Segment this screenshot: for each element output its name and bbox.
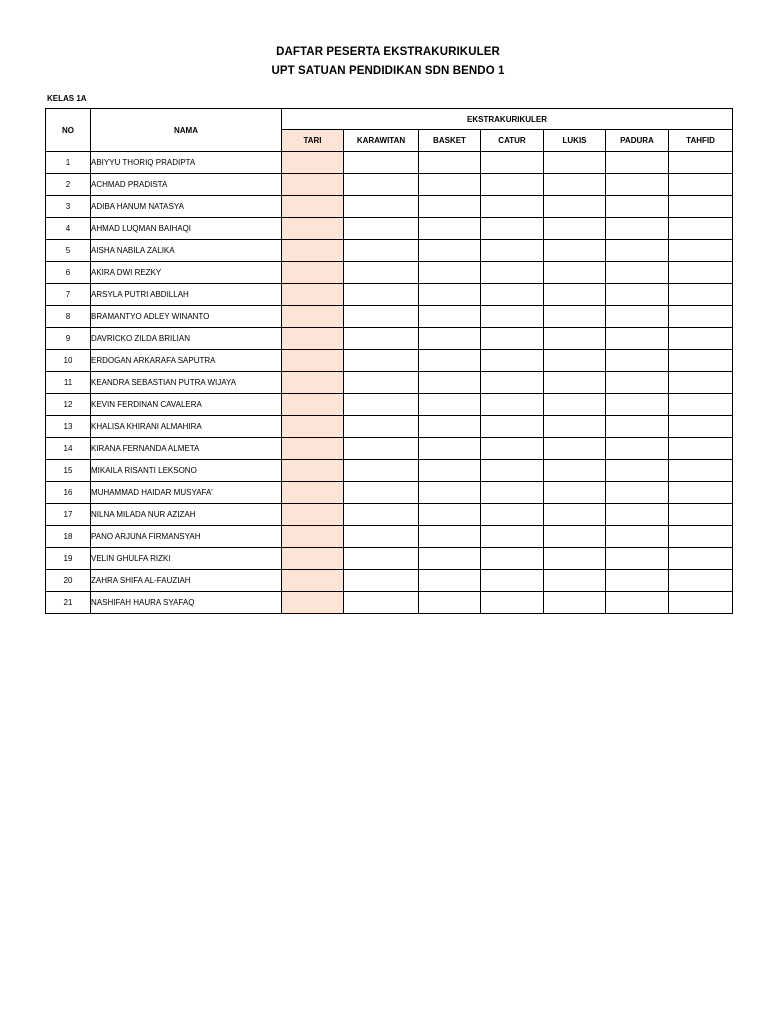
row-number: 11: [46, 372, 91, 394]
cell-karawitan[interactable]: [344, 416, 419, 438]
cell-tari[interactable]: [282, 372, 344, 394]
cell-lukis[interactable]: [544, 284, 606, 306]
cell-padura[interactable]: [606, 262, 669, 284]
cell-karawitan[interactable]: [344, 196, 419, 218]
row-number: 2: [46, 174, 91, 196]
student-name: ARSYLA PUTRI ABDILLAH: [91, 284, 282, 306]
cell-karawitan[interactable]: [344, 284, 419, 306]
row-number: 9: [46, 328, 91, 350]
cell-catur[interactable]: [481, 548, 544, 570]
student-name: ACHMAD PRADISTA: [91, 174, 282, 196]
cell-lukis[interactable]: [544, 240, 606, 262]
cell-padura[interactable]: [606, 218, 669, 240]
table-row: [46, 592, 733, 614]
cell-tahfid[interactable]: [669, 218, 733, 240]
cell-lukis[interactable]: [544, 196, 606, 218]
cell-basket[interactable]: [419, 218, 481, 240]
cell-lukis[interactable]: [544, 328, 606, 350]
cell-tahfid[interactable]: [669, 306, 733, 328]
cell-lukis[interactable]: [544, 174, 606, 196]
cell-lukis[interactable]: [544, 548, 606, 570]
cell-tari[interactable]: [282, 284, 344, 306]
table-row: [46, 570, 733, 592]
student-name: ABIYYU THORIQ PRADIPTA: [91, 152, 282, 174]
cell-tahfid[interactable]: [669, 482, 733, 504]
table-row: [46, 218, 733, 240]
column-header-karawitan: KARAWITAN: [344, 130, 419, 152]
cell-lukis[interactable]: [544, 460, 606, 482]
student-name: AISHA NABILA ZALIKA: [91, 240, 282, 262]
cell-catur[interactable]: [481, 284, 544, 306]
cell-padura[interactable]: [606, 284, 669, 306]
student-name: ERDOGAN ARKARAFA SAPUTRA: [91, 350, 282, 372]
cell-tahfid[interactable]: [669, 262, 733, 284]
table-row: [46, 482, 733, 504]
cell-tahfid[interactable]: [669, 460, 733, 482]
row-number: 8: [46, 306, 91, 328]
student-name: BRAMANTYO ADLEY WINANTO: [91, 306, 282, 328]
cell-catur[interactable]: [481, 306, 544, 328]
cell-catur[interactable]: [481, 328, 544, 350]
cell-tahfid[interactable]: [669, 284, 733, 306]
cell-basket[interactable]: [419, 460, 481, 482]
cell-karawitan[interactable]: [344, 328, 419, 350]
row-number: 19: [46, 548, 91, 570]
cell-lukis[interactable]: [544, 482, 606, 504]
cell-tari[interactable]: [282, 416, 344, 438]
student-name: KEANDRA SEBASTIAN PUTRA WIJAYA: [91, 372, 282, 394]
cell-tahfid[interactable]: [669, 240, 733, 262]
cell-catur[interactable]: [481, 218, 544, 240]
student-name: VELIN GHULFA RIZKI: [91, 548, 282, 570]
cell-basket[interactable]: [419, 438, 481, 460]
cell-catur[interactable]: [481, 416, 544, 438]
column-header-nama: NAMA: [91, 109, 282, 152]
cell-tahfid[interactable]: [669, 372, 733, 394]
cell-karawitan[interactable]: [344, 240, 419, 262]
cell-padura[interactable]: [606, 548, 669, 570]
cell-padura[interactable]: [606, 482, 669, 504]
cell-lukis[interactable]: [544, 152, 606, 174]
row-number: 12: [46, 394, 91, 416]
cell-basket[interactable]: [419, 372, 481, 394]
row-number: 20: [46, 570, 91, 592]
cell-tari[interactable]: [282, 504, 344, 526]
cell-catur[interactable]: [481, 350, 544, 372]
student-name: AKIRA DWI REZKY: [91, 262, 282, 284]
cell-basket[interactable]: [419, 416, 481, 438]
cell-padura[interactable]: [606, 152, 669, 174]
cell-basket[interactable]: [419, 262, 481, 284]
cell-basket[interactable]: [419, 306, 481, 328]
cell-karawitan[interactable]: [344, 350, 419, 372]
cell-padura[interactable]: [606, 526, 669, 548]
cell-tahfid[interactable]: [669, 174, 733, 196]
cell-tari[interactable]: [282, 460, 344, 482]
cell-karawitan[interactable]: [344, 372, 419, 394]
cell-padura[interactable]: [606, 570, 669, 592]
student-name: KIRANA FERNANDA ALMETA: [91, 438, 282, 460]
cell-karawitan[interactable]: [344, 548, 419, 570]
column-header-no: NO: [46, 109, 91, 152]
cell-karawitan[interactable]: [344, 570, 419, 592]
row-number: 6: [46, 262, 91, 284]
student-name: PANO ARJUNA FIRMANSYAH: [91, 526, 282, 548]
cell-catur[interactable]: [481, 174, 544, 196]
row-number: 18: [46, 526, 91, 548]
cell-karawitan[interactable]: [344, 174, 419, 196]
cell-lukis[interactable]: [544, 372, 606, 394]
cell-catur[interactable]: [481, 570, 544, 592]
cell-karawitan[interactable]: [344, 504, 419, 526]
table-row: [46, 504, 733, 526]
cell-karawitan[interactable]: [344, 592, 419, 614]
cell-catur[interactable]: [481, 152, 544, 174]
table-row: [46, 350, 733, 372]
row-number: 4: [46, 218, 91, 240]
cell-tari[interactable]: [282, 350, 344, 372]
cell-basket[interactable]: [419, 174, 481, 196]
cell-tari[interactable]: [282, 196, 344, 218]
row-number: 10: [46, 350, 91, 372]
column-header-padura: PADURA: [606, 130, 669, 152]
cell-tari[interactable]: [282, 174, 344, 196]
cell-tari[interactable]: [282, 482, 344, 504]
cell-padura[interactable]: [606, 416, 669, 438]
cell-basket[interactable]: [419, 394, 481, 416]
table-row: [46, 526, 733, 548]
class-label: KELAS 1A: [47, 94, 87, 103]
cell-catur[interactable]: [481, 196, 544, 218]
table-row: [46, 240, 733, 262]
cell-basket[interactable]: [419, 592, 481, 614]
column-header-tahfid: TAHFID: [669, 130, 733, 152]
table-row: [46, 416, 733, 438]
column-header-catur: CATUR: [481, 130, 544, 152]
cell-catur[interactable]: [481, 482, 544, 504]
cell-lukis[interactable]: [544, 526, 606, 548]
row-number: 17: [46, 504, 91, 526]
cell-tari[interactable]: [282, 262, 344, 284]
cell-catur[interactable]: [481, 504, 544, 526]
cell-karawitan[interactable]: [344, 262, 419, 284]
row-number: 21: [46, 592, 91, 614]
student-name: KEVIN FERDINAN CAVALERA: [91, 394, 282, 416]
student-name: DAVRICKO ZILDA BRILIAN: [91, 328, 282, 350]
cell-padura[interactable]: [606, 504, 669, 526]
student-name: NASHIFAH HAURA SYAFAQ: [91, 592, 282, 614]
cell-basket[interactable]: [419, 482, 481, 504]
cell-lukis[interactable]: [544, 218, 606, 240]
cell-karawitan[interactable]: [344, 438, 419, 460]
row-number: 5: [46, 240, 91, 262]
table-row: [46, 306, 733, 328]
student-name: MIKAILA RISANTI LEKSONO: [91, 460, 282, 482]
cell-tahfid[interactable]: [669, 152, 733, 174]
cell-lukis[interactable]: [544, 504, 606, 526]
cell-catur[interactable]: [481, 372, 544, 394]
cell-padura[interactable]: [606, 306, 669, 328]
cell-padura[interactable]: [606, 438, 669, 460]
row-number: 13: [46, 416, 91, 438]
table-row: [46, 372, 733, 394]
cell-padura[interactable]: [606, 328, 669, 350]
cell-basket[interactable]: [419, 350, 481, 372]
cell-tari[interactable]: [282, 526, 344, 548]
column-header-tari: TARI: [282, 130, 344, 152]
cell-basket[interactable]: [419, 570, 481, 592]
cell-basket[interactable]: [419, 240, 481, 262]
cell-basket[interactable]: [419, 196, 481, 218]
cell-catur[interactable]: [481, 262, 544, 284]
cell-tari[interactable]: [282, 548, 344, 570]
cell-tahfid[interactable]: [669, 196, 733, 218]
cell-tahfid[interactable]: [669, 592, 733, 614]
cell-catur[interactable]: [481, 240, 544, 262]
table-row: [46, 460, 733, 482]
cell-basket[interactable]: [419, 152, 481, 174]
cell-tahfid[interactable]: [669, 548, 733, 570]
table-body: [46, 152, 733, 614]
cell-tahfid[interactable]: [669, 416, 733, 438]
cell-tari[interactable]: [282, 394, 344, 416]
cell-tahfid[interactable]: [669, 438, 733, 460]
cell-tahfid[interactable]: [669, 526, 733, 548]
cell-tahfid[interactable]: [669, 570, 733, 592]
student-name: MUHAMMAD HAIDAR MUSYAFA': [91, 482, 282, 504]
table-row: [46, 196, 733, 218]
cell-tahfid[interactable]: [669, 504, 733, 526]
row-number: 7: [46, 284, 91, 306]
row-number: 3: [46, 196, 91, 218]
cell-catur[interactable]: [481, 460, 544, 482]
cell-padura[interactable]: [606, 592, 669, 614]
table-row: [46, 284, 733, 306]
cell-tari[interactable]: [282, 592, 344, 614]
cell-basket[interactable]: [419, 284, 481, 306]
cell-padura[interactable]: [606, 240, 669, 262]
cell-karawitan[interactable]: [344, 394, 419, 416]
document-title: DAFTAR PESERTA EKSTRAKURIKULER: [276, 46, 500, 58]
cell-lukis[interactable]: [544, 262, 606, 284]
row-number: 1: [46, 152, 91, 174]
cell-padura[interactable]: [606, 196, 669, 218]
student-name: ZAHRA SHIFA AL-FAUZIAH: [91, 570, 282, 592]
cell-basket[interactable]: [419, 504, 481, 526]
column-header-basket: BASKET: [419, 130, 481, 152]
cell-lukis[interactable]: [544, 438, 606, 460]
table-row: [46, 548, 733, 570]
cell-catur[interactable]: [481, 394, 544, 416]
cell-padura[interactable]: [606, 460, 669, 482]
cell-karawitan[interactable]: [344, 460, 419, 482]
cell-padura[interactable]: [606, 394, 669, 416]
student-name: NILNA MILADA NUR AZIZAH: [91, 504, 282, 526]
cell-padura[interactable]: [606, 350, 669, 372]
cell-karawitan[interactable]: [344, 526, 419, 548]
cell-lukis[interactable]: [544, 570, 606, 592]
cell-karawitan[interactable]: [344, 306, 419, 328]
column-header-lukis: LUKIS: [544, 130, 606, 152]
cell-tari[interactable]: [282, 570, 344, 592]
cell-padura[interactable]: [606, 372, 669, 394]
table-row: [46, 174, 733, 196]
cell-lukis[interactable]: [544, 592, 606, 614]
table-row: [46, 152, 733, 174]
cell-tahfid[interactable]: [669, 328, 733, 350]
cell-basket[interactable]: [419, 328, 481, 350]
cell-lukis[interactable]: [544, 306, 606, 328]
cell-karawitan[interactable]: [344, 218, 419, 240]
row-number: 16: [46, 482, 91, 504]
cell-tahfid[interactable]: [669, 350, 733, 372]
cell-lukis[interactable]: [544, 416, 606, 438]
cell-lukis[interactable]: [544, 350, 606, 372]
cell-padura[interactable]: [606, 174, 669, 196]
cell-tari[interactable]: [282, 152, 344, 174]
table-row: [46, 438, 733, 460]
cell-tari[interactable]: [282, 306, 344, 328]
student-name: AHMAD LUQMAN BAIHAQI: [91, 218, 282, 240]
cell-basket[interactable]: [419, 548, 481, 570]
cell-tahfid[interactable]: [669, 394, 733, 416]
column-group-ekstrakurikuler: EKSTRAKURIKULER: [282, 109, 733, 130]
cell-catur[interactable]: [481, 438, 544, 460]
cell-catur[interactable]: [481, 526, 544, 548]
table-row: [46, 394, 733, 416]
table-row: [46, 262, 733, 284]
student-name: KHALISA KHIRANI ALMAHIRA: [91, 416, 282, 438]
cell-karawitan[interactable]: [344, 482, 419, 504]
cell-basket[interactable]: [419, 526, 481, 548]
student-name: ADIBA HANUM NATASYA: [91, 196, 282, 218]
cell-lukis[interactable]: [544, 394, 606, 416]
cell-tari[interactable]: [282, 218, 344, 240]
cell-tari[interactable]: [282, 328, 344, 350]
row-number: 14: [46, 438, 91, 460]
table-row: [46, 328, 733, 350]
row-number: 15: [46, 460, 91, 482]
cell-tari[interactable]: [282, 240, 344, 262]
cell-catur[interactable]: [481, 592, 544, 614]
document-subtitle: UPT SATUAN PENDIDIKAN SDN BENDO 1: [271, 65, 505, 77]
cell-tari[interactable]: [282, 438, 344, 460]
participant-table: [45, 108, 733, 614]
cell-karawitan[interactable]: [344, 152, 419, 174]
